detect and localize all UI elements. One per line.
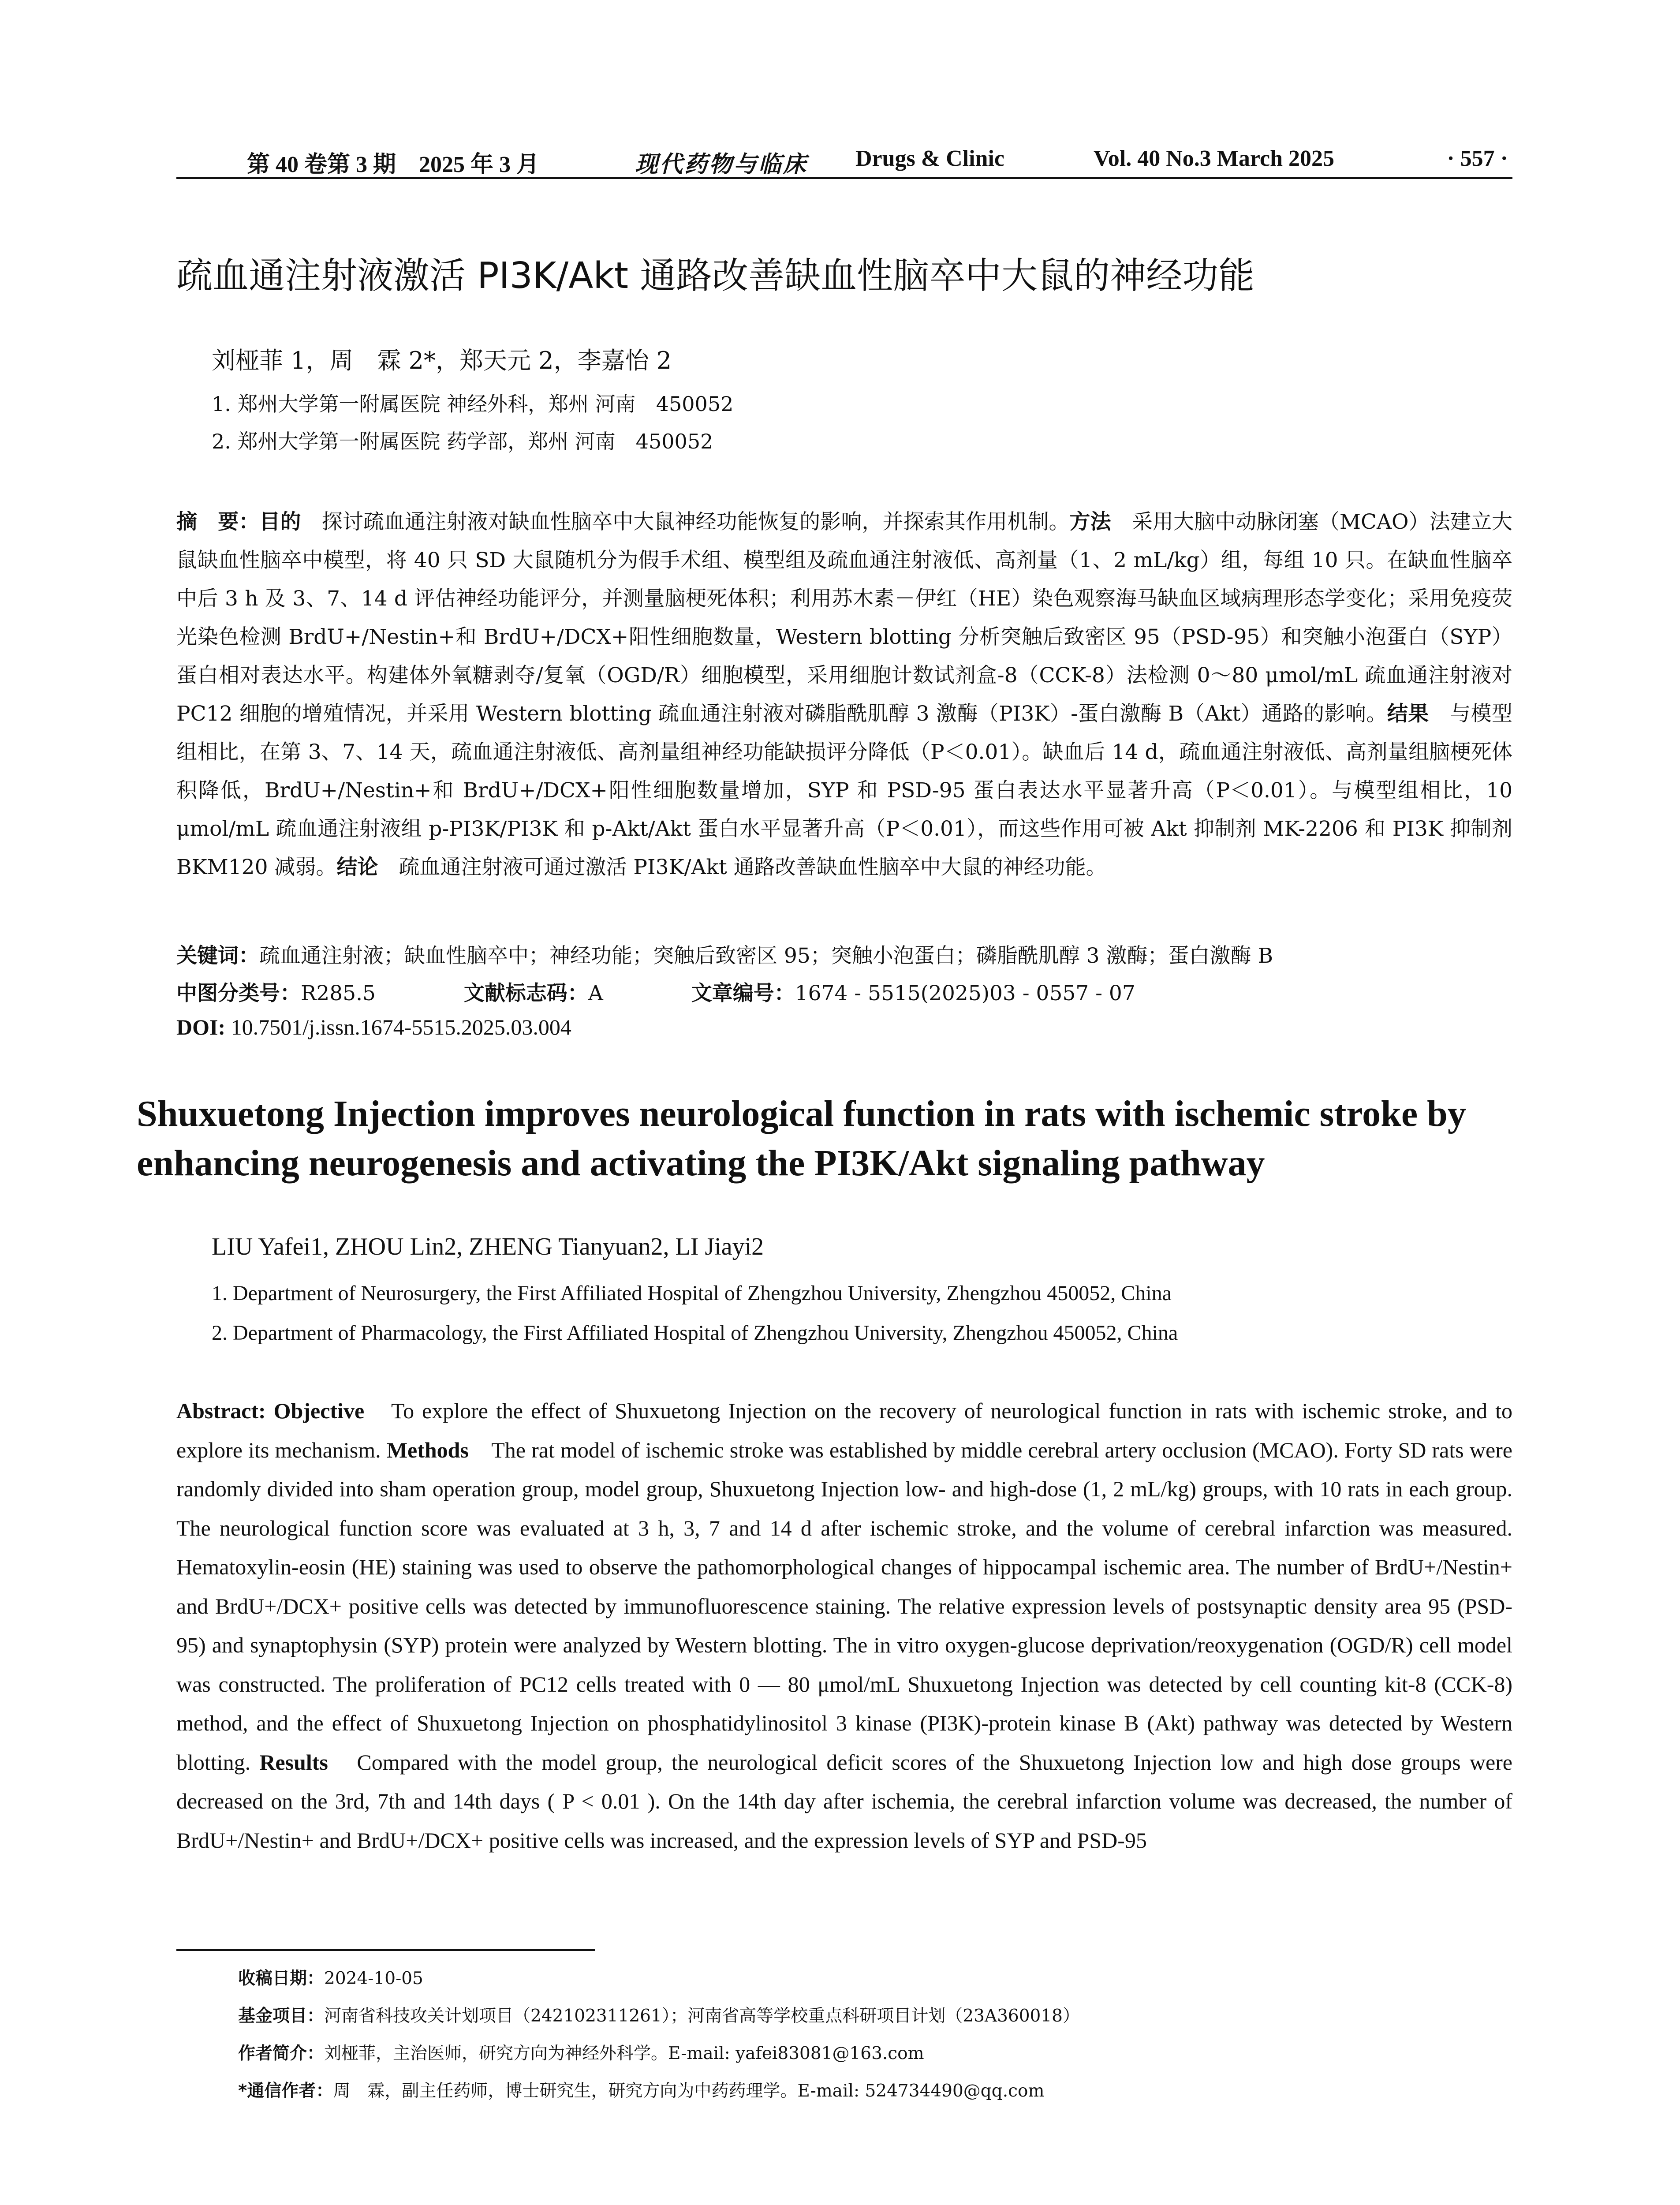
chinese-affiliation-1: 1. 郑州大学第一附属医院 神经外科，郑州 河南 450052: [212, 392, 734, 416]
methods-label-cn: 方法: [1069, 510, 1111, 534]
running-head-journal-en: Drugs & Clinic: [855, 146, 1004, 171]
classification-line: [176, 977, 1135, 1006]
clc-label: 中图分类号：: [176, 981, 301, 1005]
doc-code-label: 文献标志码：: [463, 981, 588, 1005]
english-title: Shuxuetong Injection improves neurological function in rats with ischemic stroke by enhancing neurogenesis and activating the PI3K/Akt signaling pathway: [137, 1093, 1466, 1184]
running-head-volume: Vol. 40 No.3 March 2025: [1094, 146, 1334, 171]
chinese-abstract: [176, 503, 1512, 886]
article-no-value: 1674 - 5515(2025)03 - 0557 - 07: [795, 981, 1135, 1005]
conclusion-label-cn: 结论: [336, 855, 378, 879]
abstract-label-en: Abstract: Objective: [176, 1398, 365, 1423]
clc-value: R285.5: [301, 981, 376, 1005]
chinese-authors: 刘桠菲 1，周 霖 2*，郑天元 2，李嘉怡 2: [212, 347, 672, 374]
doi-label: DOI:: [176, 1015, 226, 1039]
english-authors: LIU Yafei1, ZHOU Lin2, ZHENG Tianyuan2, LI Jiayi2: [212, 1233, 764, 1260]
methods-text-en: The rat model of ischemic stroke was established by middle cerebral artery occlusion (MCAO). Forty SD rats were randomly divided into sham operation group, model group, Shuxuetong Injection low- and high-dose (1, 2 mL/kg) groups, with 10 rats in each group. The neurological function score was evaluated at 3 h, 3, 7 and 14 d after ischemic stroke, and the volume of cerebral infarction was measured. Hematoxylin-eosin (HE) staining was used to observe the pathomorphological changes of hippocampal ischemic area. The number of BrdU+/Nestin+ and BrdU+/DCX+ positive cells was detected by immunofluorescence staining. The relative expression levels of postsynaptic density area 95 (PSD-95) and synaptophysin (SYP) protein were analyzed by Western blotting. The in vitro oxygen-glucose deprivation/reoxygenation (OGD/R) cell model was constructed. The proliferation of PC12 cells treated with 0 — 80 μmol/mL Shuxuetong Injection was detected by cell counting kit-8 (CCK-8) method, and the effect of Shuxuetong Injection on phosphatidylinositol 3 kinase (PI3K)-protein kinase B (Akt) pathway was detected by Western blotting.: [176, 1437, 1512, 1775]
footnote-text: 2024-10-05: [324, 1969, 423, 1988]
abstract-label-cn: 摘 要：: [176, 510, 260, 534]
doc-code-value: A: [588, 981, 603, 1005]
english-affiliation-2: 2. Department of Pharmacology, the First Affiliated Hospital of Zhengzhou University, Zhengzhou 450052, China: [212, 1321, 1178, 1345]
running-head-issue: 第 40 卷第 3 期 2025 年 3 月: [247, 152, 540, 177]
objective-text-en: To explore the effect of Shuxuetong Injection on the recovery of neurological function in rats with ischemic stroke, and to explore its mechanism.: [176, 1398, 1512, 1462]
footnote-funding: [238, 2002, 1080, 2027]
footnote-corresponding: [238, 2077, 1044, 2102]
footnote-divider: [176, 1949, 595, 1951]
doi-line: [176, 1014, 571, 1040]
keywords-line: [176, 939, 1273, 969]
methods-text-cn: 采用大脑中动脉闭塞（MCAO）法建立大鼠缺血性脑卒中模型，将 40 只 SD 大鼠随机分为假手术组、模型组及疏血通注射液低、高剂量（1、2 mL/kg）组，每组 10 只。在缺血性脑卒中后 3 h 及 3、7、14 d 评估神经功能评分，并测量脑梗死体积；利用苏木素－伊红（HE）染色观察海马缺血区域病理形态学变化；采用免疫荧光染色检测 BrdU+/Nestin+和 BrdU+/DCX+阳性细胞数量，Western blotting 分析突触后致密区 95（PSD-95）和突触小泡蛋白（SYP）蛋白相对表达水平。构建体外氧糖剥夺/复氧（OGD/R）细胞模型，采用细胞计数试剂盒-8（CCK-8）法检测 0～80 μmol/mL 疏血通注射液对 PC12 细胞的增殖情况，并采用 Western blotting 疏血通注射液对磷脂酰肌醇 3 激酶（PI3K）-蛋白激酶 B（Akt）通路的影响。: [176, 510, 1513, 726]
english-affiliation-1: 1. Department of Neurosurgery, the First Affiliated Hospital of Zhengzhou University, Zhengzhou 450052, China: [212, 1282, 1172, 1305]
keywords-text: 疏血通注射液；缺血性脑卒中；神经功能；突触后致密区 95；突触小泡蛋白；磷脂酰肌醇 3 激酶；蛋白激酶 B: [259, 944, 1273, 968]
results-text-en: Compared with the model group, the neurological deficit scores of the Shuxuetong Injection low and high dose groups were decreased on the 3rd, 7th and 14th days ( P < 0.01 ). On the 14th day after ischemia, the cerebral infarction volume was decreased, the number of BrdU+/Nestin+ and BrdU+/DCX+ positive cells was increased, and the expression levels of SYP and PSD-95: [176, 1749, 1512, 1853]
chinese-affiliation-2: 2. 郑州大学第一附属医院 药学部，郑州 河南 450052: [212, 430, 713, 453]
running-head: [176, 142, 1512, 179]
chinese-title: 疏血通注射液激活 PI3K/Akt 通路改善缺血性脑卒中大鼠的神经功能: [176, 255, 1255, 297]
footnote-author-bio: [238, 2040, 924, 2064]
footnote-label: 作者简介：: [238, 2044, 325, 2063]
objective-text-cn: 探讨疏血通注射液对缺血性脑卒中大鼠神经功能恢复的影响，并探索其作用机制。: [301, 510, 1070, 534]
conclusion-text-cn: 疏血通注射液可通过激活 PI3K/Akt 通路改善缺血性脑卒中大鼠的神经功能。: [378, 855, 1107, 879]
footnote-text: 周 霖，副主任药师，博士研究生，研究方向为中药药理学。E-mail: 524734490@qq.com: [333, 2081, 1045, 2101]
methods-label-en: Methods: [386, 1437, 469, 1462]
running-head-journal-cn: 现代药物与临床: [635, 152, 808, 177]
footnote-label: 收稿日期：: [238, 1969, 325, 1988]
article-no-label: 文章编号：: [691, 981, 795, 1005]
english-abstract: [176, 1391, 1512, 1860]
footnote-text: 河南省科技攻关计划项目（242102311261）；河南省高等学校重点科研项目计划（23A360018）: [324, 2006, 1080, 2026]
doi-value: 10.7501/j.issn.1674-5515.2025.03.004: [225, 1015, 571, 1039]
footnote-text: 刘桠菲，主治医师，研究方向为神经外科学。E-mail: yafei83081@163.com: [324, 2044, 924, 2063]
results-label-en: Results: [259, 1749, 328, 1775]
footnote-label: *通信作者：: [238, 2081, 333, 2101]
results-text-cn: 与模型组相比，在第 3、7、14 天，疏血通注射液低、高剂量组神经功能缺损评分降低（P＜0.01）。缺血后 14 d，疏血通注射液低、高剂量组脑梗死体积降低，BrdU+/Nestin+和 BrdU+/DCX+阳性细胞数量增加，SYP 和 PSD-95 蛋白表达水平显著升高（P＜0.01）。与模型组相比，10 μmol/mL 疏血通注射液组 p-PI3K/PI3K 和 p-Akt/Akt 蛋白水平显著升高（P＜0.01），而这些作用可被 Akt 抑制剂 MK-2206 和 PI3K 抑制剂 BKM120 减弱。: [176, 702, 1513, 879]
objective-label-cn: 目的: [259, 510, 301, 534]
footnote-received: [238, 1965, 423, 1989]
keywords-label: 关键词：: [176, 944, 259, 968]
footnote-label: 基金项目：: [238, 2006, 325, 2026]
page-number: · 557 ·: [1447, 146, 1508, 171]
results-label-cn: 结果: [1387, 702, 1429, 726]
